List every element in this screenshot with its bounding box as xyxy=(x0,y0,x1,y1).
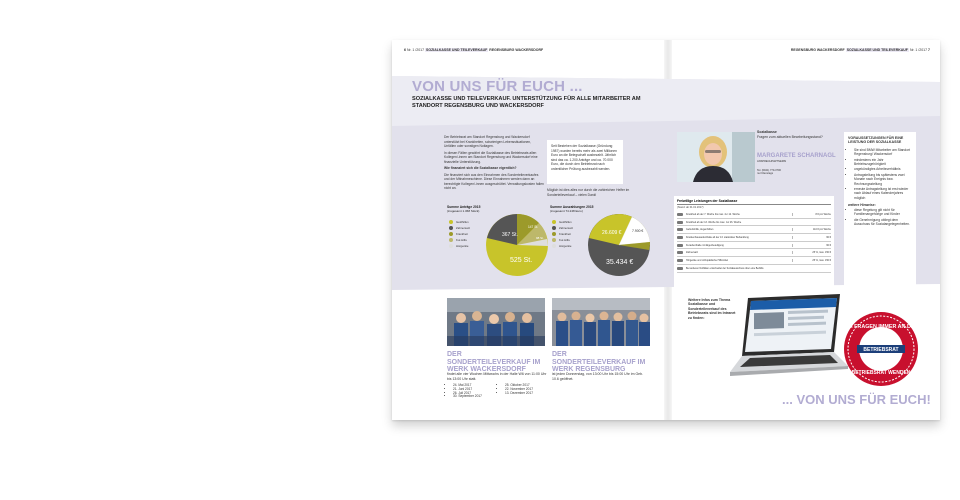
chart1-legend xyxy=(449,219,470,249)
contact-name: MARGARETE SCHARNAGL xyxy=(757,153,836,159)
chart2-subtitle: (insgesamt 74.248 Euro) xyxy=(550,209,583,213)
chart1-legend-item: Geldhilfen xyxy=(449,219,470,225)
intro-paragraph-2: In diesen Fällen gewährt die Sozialkasse des Betriebsrats allen Kollegen/-innen am Standort Regensburg und Wackersdorf eine finanzielle Unterstützung. xyxy=(444,150,538,164)
benefits-table-title: Freiwillige Leistungen der Sozialkasse xyxy=(677,199,831,205)
date-item: • 26. Juli 2017 xyxy=(453,392,497,396)
date-item: • 30. September 2017 xyxy=(453,395,497,399)
wackersdorf-text: findet alle vier Wochen Mittwochs in der Halle W6 von 11:00 Uhr bis 13:00 Uhr statt. xyxy=(447,372,547,381)
row-icon xyxy=(677,267,683,270)
closing-title: ... VON UNS FÜR EUCH! xyxy=(782,392,931,407)
chart2-label-hoergeraete: 7.900 € xyxy=(632,229,644,233)
table-row: Hörgeräte und orthopädische Hilfsmittel 25 %, max. 150 € xyxy=(677,257,831,265)
hints-list xyxy=(848,208,912,227)
chart1-title-text: Summe Anträge 2015 xyxy=(447,205,481,209)
facts-text: Seit Bestehen der Sozialkasse (Gründung 1987) wurden bereits mehr als zwei Millionen Euro an die Belegschaft ausbezahlt. Jährlich sind das ca. 1.200 Anträge und ca. 70.000 Euro, die durch den Betriebsrat nach ordentlicher Prüfung ausbezahlt werden. xyxy=(551,144,617,171)
chart1-title xyxy=(447,205,480,213)
chart1-legend-item: Kur-Hilfe xyxy=(449,237,470,243)
chart2-label-geldhilfen: 26.609 € xyxy=(602,230,622,236)
requirements-list xyxy=(848,148,912,200)
chart1-legend-item: Zahnersatz xyxy=(449,225,470,231)
requirement-item: • Antragstellung bis spätestens zwei Monate nach Ereignis bzw. Rechnungsstellung xyxy=(854,173,912,186)
contact-photo xyxy=(677,132,755,182)
group-photo-regensburg xyxy=(552,298,650,346)
badge-middle-text: BETRIEBSRAT xyxy=(863,347,899,353)
intro-question: Wie finanziert sich die Sozialkasse eigentlich? xyxy=(444,166,517,170)
wackersdorf-group-photo xyxy=(447,298,545,346)
contact-role: ANSPRECHPARTNERIN xyxy=(757,160,787,163)
person-portrait xyxy=(677,132,755,182)
header-right: REGENSBURG WACKERSDORF SOZIALKASSE UND TEILEVERKAUF Nr. 1 /2017 7 xyxy=(790,48,930,52)
requirements-box xyxy=(844,132,916,312)
chart1-label-zahnersatz: 367 St. xyxy=(502,232,518,238)
intro-paragraph-1: Der Betriebsrat am Standort Regensburg und Wackersdorf unterstützt bei Krankheiten, schwierigen Lebenssituationen, Unfällen oder sonstigen Notlagen. xyxy=(444,135,532,148)
hint-item: • die Genehmigung obliegt dem Ausschuss für Sozialangelegenheiten. xyxy=(854,218,912,227)
intranet-info-text: Weitere Infos zum Thema Sozialkasse und Sonderteileverkauf des Betriebsrats sind im Intranet zu finden: xyxy=(688,298,736,320)
chart2-legend-item: Kur-Hilfe xyxy=(552,237,573,243)
regensburg-group-photo xyxy=(552,298,650,346)
requirement-item: • Sie sind BMW Mitarbeiter am Standort Regensburg/ Wackersdorf xyxy=(854,148,912,157)
chart2-legend-item: Zahnersatz xyxy=(552,225,573,231)
requirements-heading: VORAUSSETZUNGEN FÜR EINE LEISTUNG DER SOZIALKASSE xyxy=(848,136,904,145)
wackersdorf-dates-left xyxy=(447,384,497,399)
contact-phone: Tel. (0941) 770-3700 xyxy=(757,168,781,172)
date-item: • 21. Juni 2017 xyxy=(453,388,497,392)
wackersdorf-dates-right xyxy=(499,384,549,395)
date-item: • 24. Mai 2017 xyxy=(453,384,497,388)
date-item: • 22. November 2017 xyxy=(505,388,549,392)
laptop-illustration xyxy=(730,294,850,380)
chart1-pie xyxy=(484,212,550,278)
row-icon xyxy=(677,251,683,254)
date-item: • 13. Dezember 2017 xyxy=(505,392,549,396)
table-row: Geburtshilfe, Augenbrillen 110 € pro Woche xyxy=(677,226,831,234)
table-row: Krankheit ab der 13. Woche bis max. zur 26. Woche xyxy=(677,219,831,227)
row-icon xyxy=(677,259,683,262)
chart2-legend-item: Krankheit xyxy=(552,231,573,237)
contact-question: Fragen zum aktuellen Bearbeitungsstand? xyxy=(757,134,823,139)
requirement-item: • erneute Antragstellung ist erst wieder nach Ablauf eines Kalenderjahres möglich xyxy=(854,187,912,200)
facts-box xyxy=(547,140,623,184)
intranet-image xyxy=(754,312,784,329)
chart2-pie xyxy=(586,212,652,278)
chart2-title-text: Summe Auszahlungen 2015 xyxy=(550,205,594,209)
chart1-label-krankheit: 147 St. xyxy=(528,225,539,229)
chart2-legend-item: Geldhilfen xyxy=(552,219,573,225)
chart1-legend-item: Krankheit xyxy=(449,231,470,237)
hint-item: • diese Regelung gilt nicht für Familienangehörige und Kinder xyxy=(854,208,912,217)
badge-bottom-text: BETRIEBSRAT WENDEN xyxy=(851,370,911,376)
table-row: Krankheit ab der 7. Woche bis max. zur 12. Woche 8 € pro Woche xyxy=(677,211,831,219)
chart1-label-geldhilfen: 525 St. xyxy=(510,257,533,264)
requirement-item: • ungekündigtes Arbeitsverhältnis xyxy=(854,167,912,171)
date-item: • 25. Oktober 2017 xyxy=(505,384,549,388)
group-photo-wackersdorf xyxy=(447,298,545,346)
benefits-table-subtitle: (Stand: ab 01.01.2017) xyxy=(677,206,704,209)
table-row: Zahnersatz 25 %, max. 150 € xyxy=(677,249,831,257)
chart2-label-zahnersatz: 35.434 € xyxy=(606,259,634,266)
intro-paragraph-3: Die finanziert sich aus den Einnahmen des Sonderteileverkaufes und der Mitnahmeschiene. Diese Einnahmen werden dann an berechtigte Kollegen/-innen ausgeschüttet. Verwaltungskosten fallen nicht an. xyxy=(444,172,544,190)
contact-hours: nur Dienstags xyxy=(757,172,774,176)
regensburg-heading: DER SONDERTEILEVERKAUF IM WERK REGENSBURG xyxy=(552,351,646,373)
badge-top-text: BEI FRAGEN IMMER AN DEN xyxy=(843,324,919,330)
chart1-label-kurhilfe: 98 St. xyxy=(536,236,544,240)
helpers-text: Möglich ist dies alles nur durch die zahlreichen Helfer im Sonderteileverkauf – vielen Dank! xyxy=(547,188,630,197)
page-subtitle: SOZIALKASSE UND TEILEVERKAUF. UNTERSTÜTZUNG FÜR ALLE MITARBEITER AM STANDORT REGENSBURG UND WACKERSDORF xyxy=(412,96,641,109)
chart1-subtitle: (insgesamt 1.368 Stück) xyxy=(447,209,480,213)
hints-heading: weitere Hinweise: xyxy=(848,203,876,208)
intro-text xyxy=(444,135,544,193)
header-left: 6 Nr. 1 /2017 SOZIALKASSE UND TEILEVERKAUF REGENSBURG WACKERSDORF xyxy=(404,48,544,52)
contact-info xyxy=(757,130,847,176)
contact-heading: Sozialkasse xyxy=(757,130,777,134)
regensburg-text: ist jeden Donnerstag, von 13:00 Uhr bis 15:00 Uhr im Geb. 10.6 geöffnet. xyxy=(552,372,644,381)
row-icon xyxy=(677,213,683,216)
magazine-spread xyxy=(392,40,940,420)
table-row: Kuraufenthalte mit Eigenbeteiligung 60 € xyxy=(677,242,831,250)
table-row: Krankenhausaufenthalte ab der 13. stationärer Behandlung 60 € xyxy=(677,234,831,242)
row-icon xyxy=(677,244,683,247)
chart2-legend-item: Hörgeräte xyxy=(552,243,573,249)
betriebsrat-badge xyxy=(842,310,920,388)
row-icon xyxy=(677,228,683,231)
row-icon xyxy=(677,221,683,224)
requirement-item: • mindestens ein Jahr Betriebszugehörigkeit xyxy=(854,158,912,167)
row-icon xyxy=(677,236,683,239)
page-title: VON UNS FÜR EUCH ... xyxy=(412,78,583,95)
table-row: Bei anderen Notfällen entscheidet der Sozialausschuss über eine Beihilfe xyxy=(677,265,831,273)
chart2-legend xyxy=(552,219,573,249)
chart1-legend-item: Hörgeräte xyxy=(449,243,470,249)
wackersdorf-heading: DER SONDERTEILEVERKAUF IM WERK WACKERSDORF xyxy=(447,351,541,373)
